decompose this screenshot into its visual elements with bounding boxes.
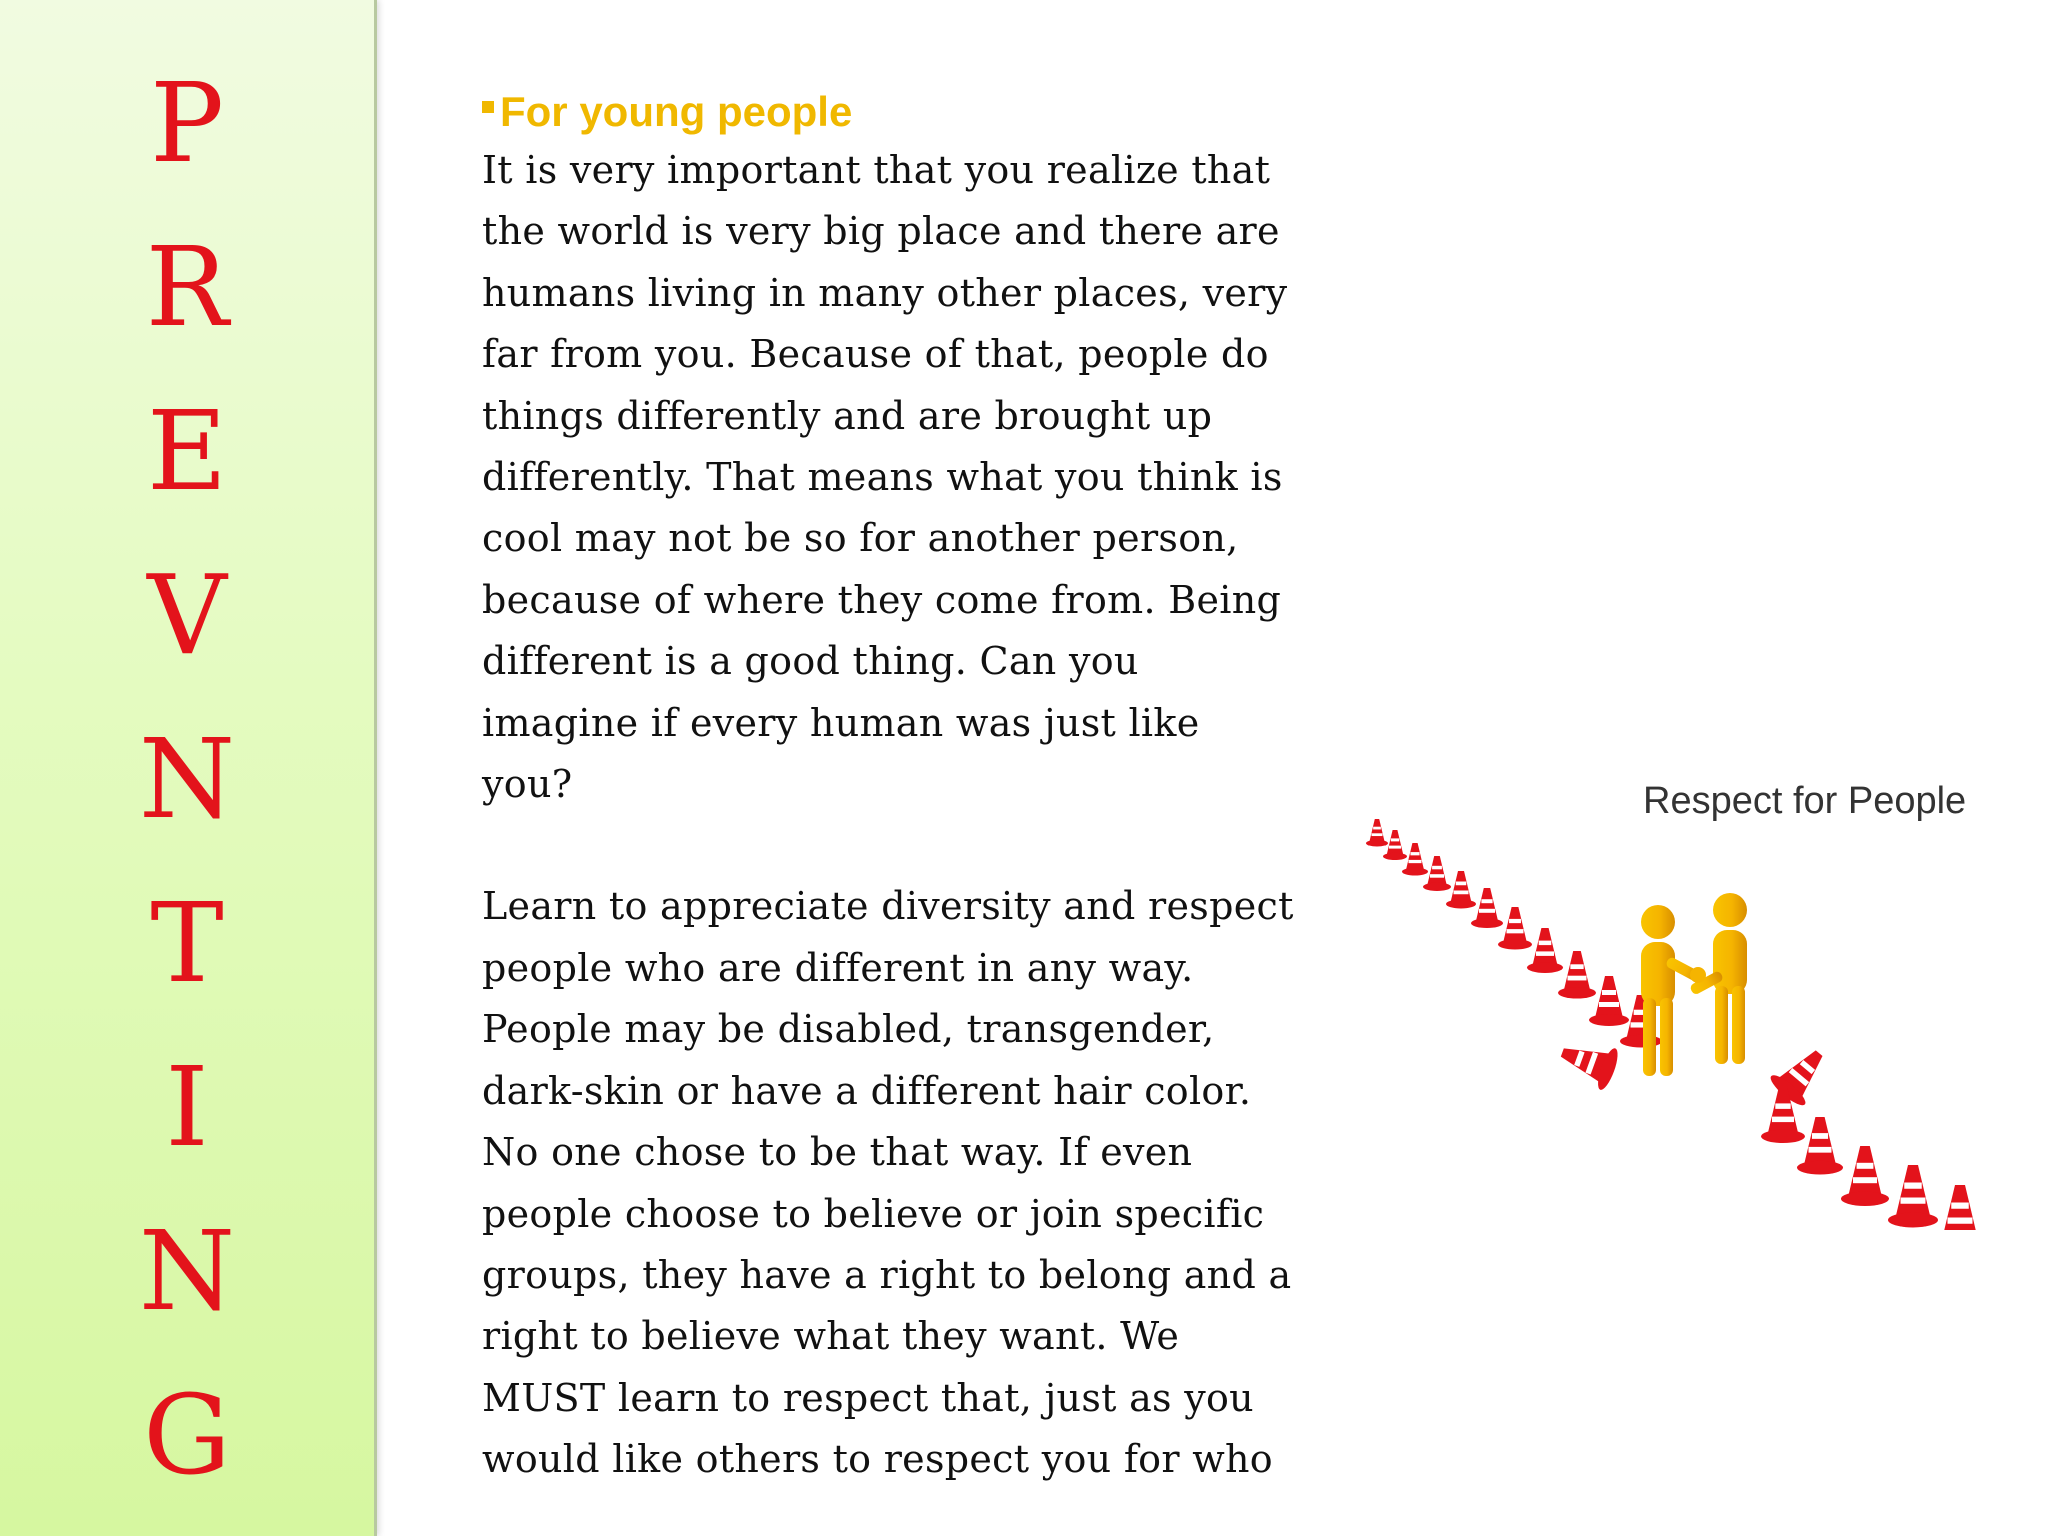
paragraph-line: would like others to respect you for who	[482, 1437, 1273, 1482]
sidebar-letter: I	[165, 1043, 209, 1171]
respect-figure	[1365, 770, 2005, 1230]
sidebar-letter: V	[147, 551, 227, 679]
paragraph-line: imagine if every human was just like	[482, 700, 1200, 745]
paragraph-line: the world is very big place and there are	[482, 209, 1280, 254]
paragraph-line: It is very important that you realize that	[482, 148, 1271, 192]
paragraph-line: right to believe what they want. We	[482, 1314, 1180, 1359]
sidebar-letter: E	[146, 387, 228, 515]
sidebar-letter: G	[143, 1371, 231, 1499]
paragraph-line: dark-skin or have a different hair color.	[482, 1068, 1252, 1113]
sidebar-letter: T	[150, 879, 224, 1007]
handshake-figures-cones-icon	[1365, 770, 2005, 1230]
paragraph-line: Learn to appreciate diversity and respect	[482, 884, 1294, 929]
paragraph-respect	[482, 876, 1294, 1490]
paragraph-spacer	[482, 815, 1282, 876]
paragraph-line: different is a good thing. Can you	[482, 639, 1139, 684]
paragraph-line: you?	[482, 762, 573, 807]
paragraph-line: differently. That means what you think is	[482, 455, 1283, 500]
paragraph-line: No one chose to be that way. If even	[482, 1130, 1193, 1175]
sidebar-letter: N	[138, 715, 236, 843]
sidebar-letter: R	[145, 223, 229, 351]
sidebar-letter: N	[138, 1207, 236, 1335]
sidebar-letter: P	[149, 59, 224, 187]
paragraph-line: groups, they have a right to belong and a	[482, 1252, 1292, 1297]
paragraph-line: humans living in many other places, very	[482, 270, 1288, 315]
paragraph-line: people who are different in any way.	[482, 945, 1194, 990]
paragraph-line: cool may not be so for another person,	[482, 516, 1239, 561]
main-content	[482, 84, 1294, 1491]
paragraph-line: MUST learn to respect that, just as you	[482, 1375, 1254, 1420]
paragraph-line: because of where they come from. Being	[482, 577, 1282, 622]
section-heading-text: For young people	[500, 88, 853, 135]
paragraph-line: people choose to believe or join specific	[482, 1191, 1265, 1236]
square-bullet-icon	[482, 101, 494, 113]
paragraph-line: People may be disabled, transgender,	[482, 1007, 1215, 1052]
paragraph-intro	[482, 140, 1288, 815]
paragraph-line: things differently and are brought up	[482, 393, 1213, 438]
paragraph-line: far from you. Because of that, people do	[482, 332, 1269, 377]
section-heading	[482, 84, 1282, 140]
sidebar-vertical-title	[0, 0, 377, 1536]
figure-caption: Respect for People	[1643, 780, 1967, 822]
